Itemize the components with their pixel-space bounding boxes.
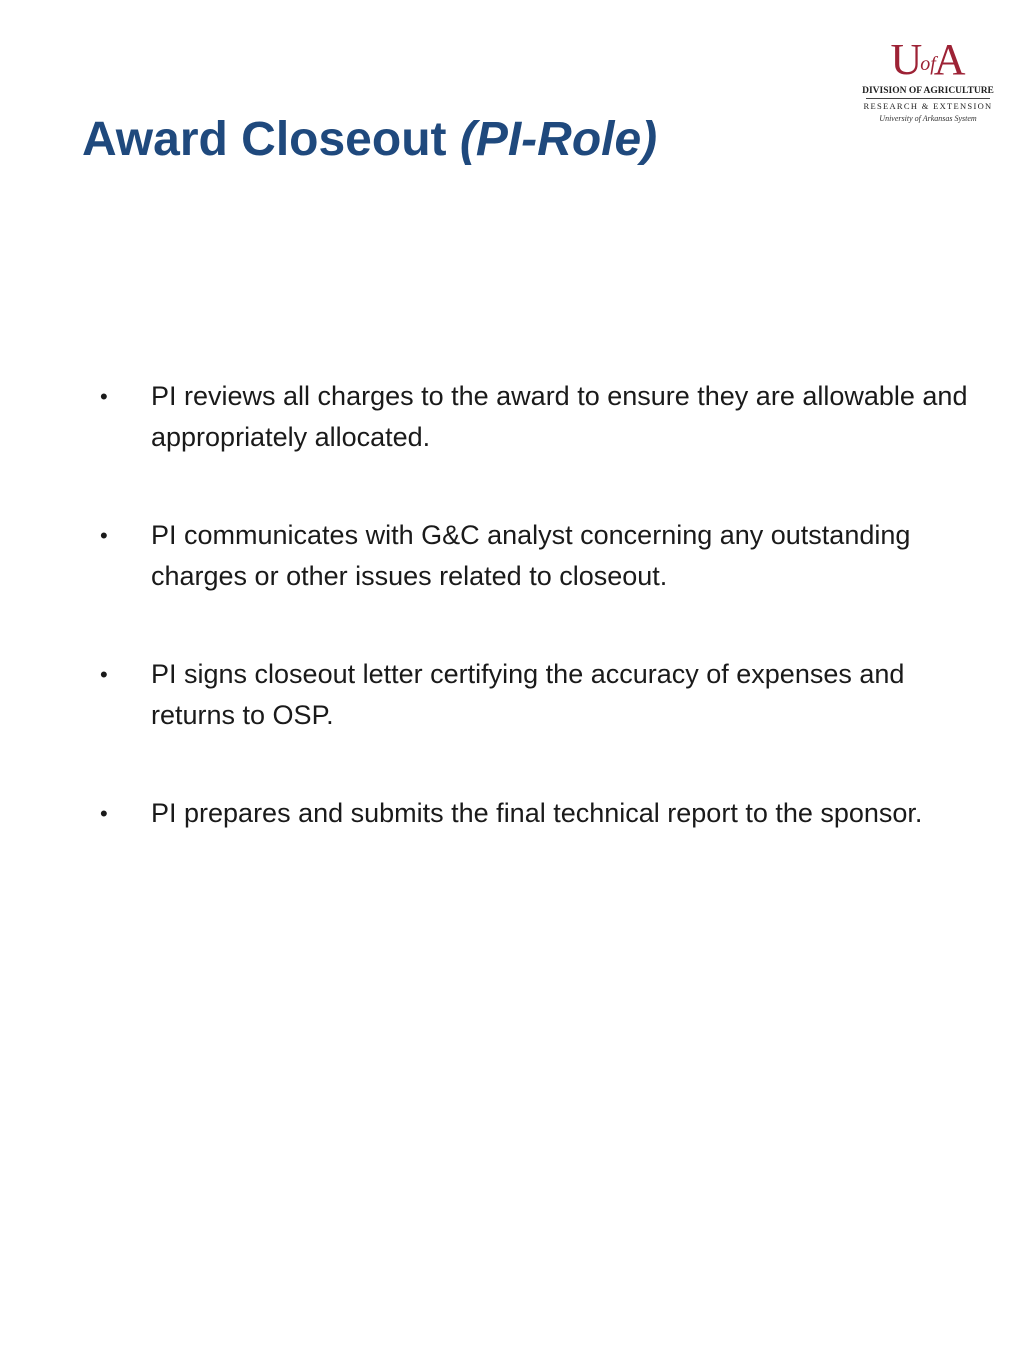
bullet-dot-icon: • bbox=[100, 662, 108, 687]
logo-divider bbox=[866, 98, 990, 99]
slide-title-role: (PI-Role) bbox=[459, 113, 658, 166]
bullet-dot-icon: • bbox=[100, 801, 108, 826]
bullet-item bbox=[100, 654, 970, 736]
logo-system-text: University of Arkansas System bbox=[879, 114, 977, 123]
logo-mark-of: of bbox=[920, 53, 936, 75]
uofa-logo-mark bbox=[862, 36, 994, 84]
logo-mark-u: U bbox=[890, 35, 923, 84]
uofa-division-of-agriculture-logo bbox=[862, 36, 994, 136]
logo-division-text: DIVISION OF AGRICULTURE bbox=[862, 86, 994, 96]
slide-title bbox=[82, 112, 657, 167]
logo-research-extension-text: RESEARCH & EXTENSION bbox=[863, 101, 993, 111]
bullet-text: PI signs closeout letter certifying the accuracy of expenses and returns to OSP. bbox=[151, 659, 905, 730]
bullet-item bbox=[100, 515, 970, 597]
bullet-list bbox=[100, 376, 970, 891]
logo-mark-a: A bbox=[933, 35, 966, 84]
bullet-text: PI prepares and submits the final technical report to the sponsor. bbox=[151, 798, 923, 828]
bullet-dot-icon: • bbox=[100, 523, 108, 548]
bullet-item bbox=[100, 376, 970, 458]
bullet-text: PI communicates with G&C analyst concerning any outstanding charges or other issues related to closeout. bbox=[151, 520, 911, 591]
bullet-text: PI reviews all charges to the award to ensure they are allowable and appropriately allocated. bbox=[151, 381, 968, 452]
bullet-dot-icon: • bbox=[100, 384, 108, 409]
bullet-item bbox=[100, 793, 970, 834]
slide-title-main: Award Closeout bbox=[82, 113, 460, 166]
